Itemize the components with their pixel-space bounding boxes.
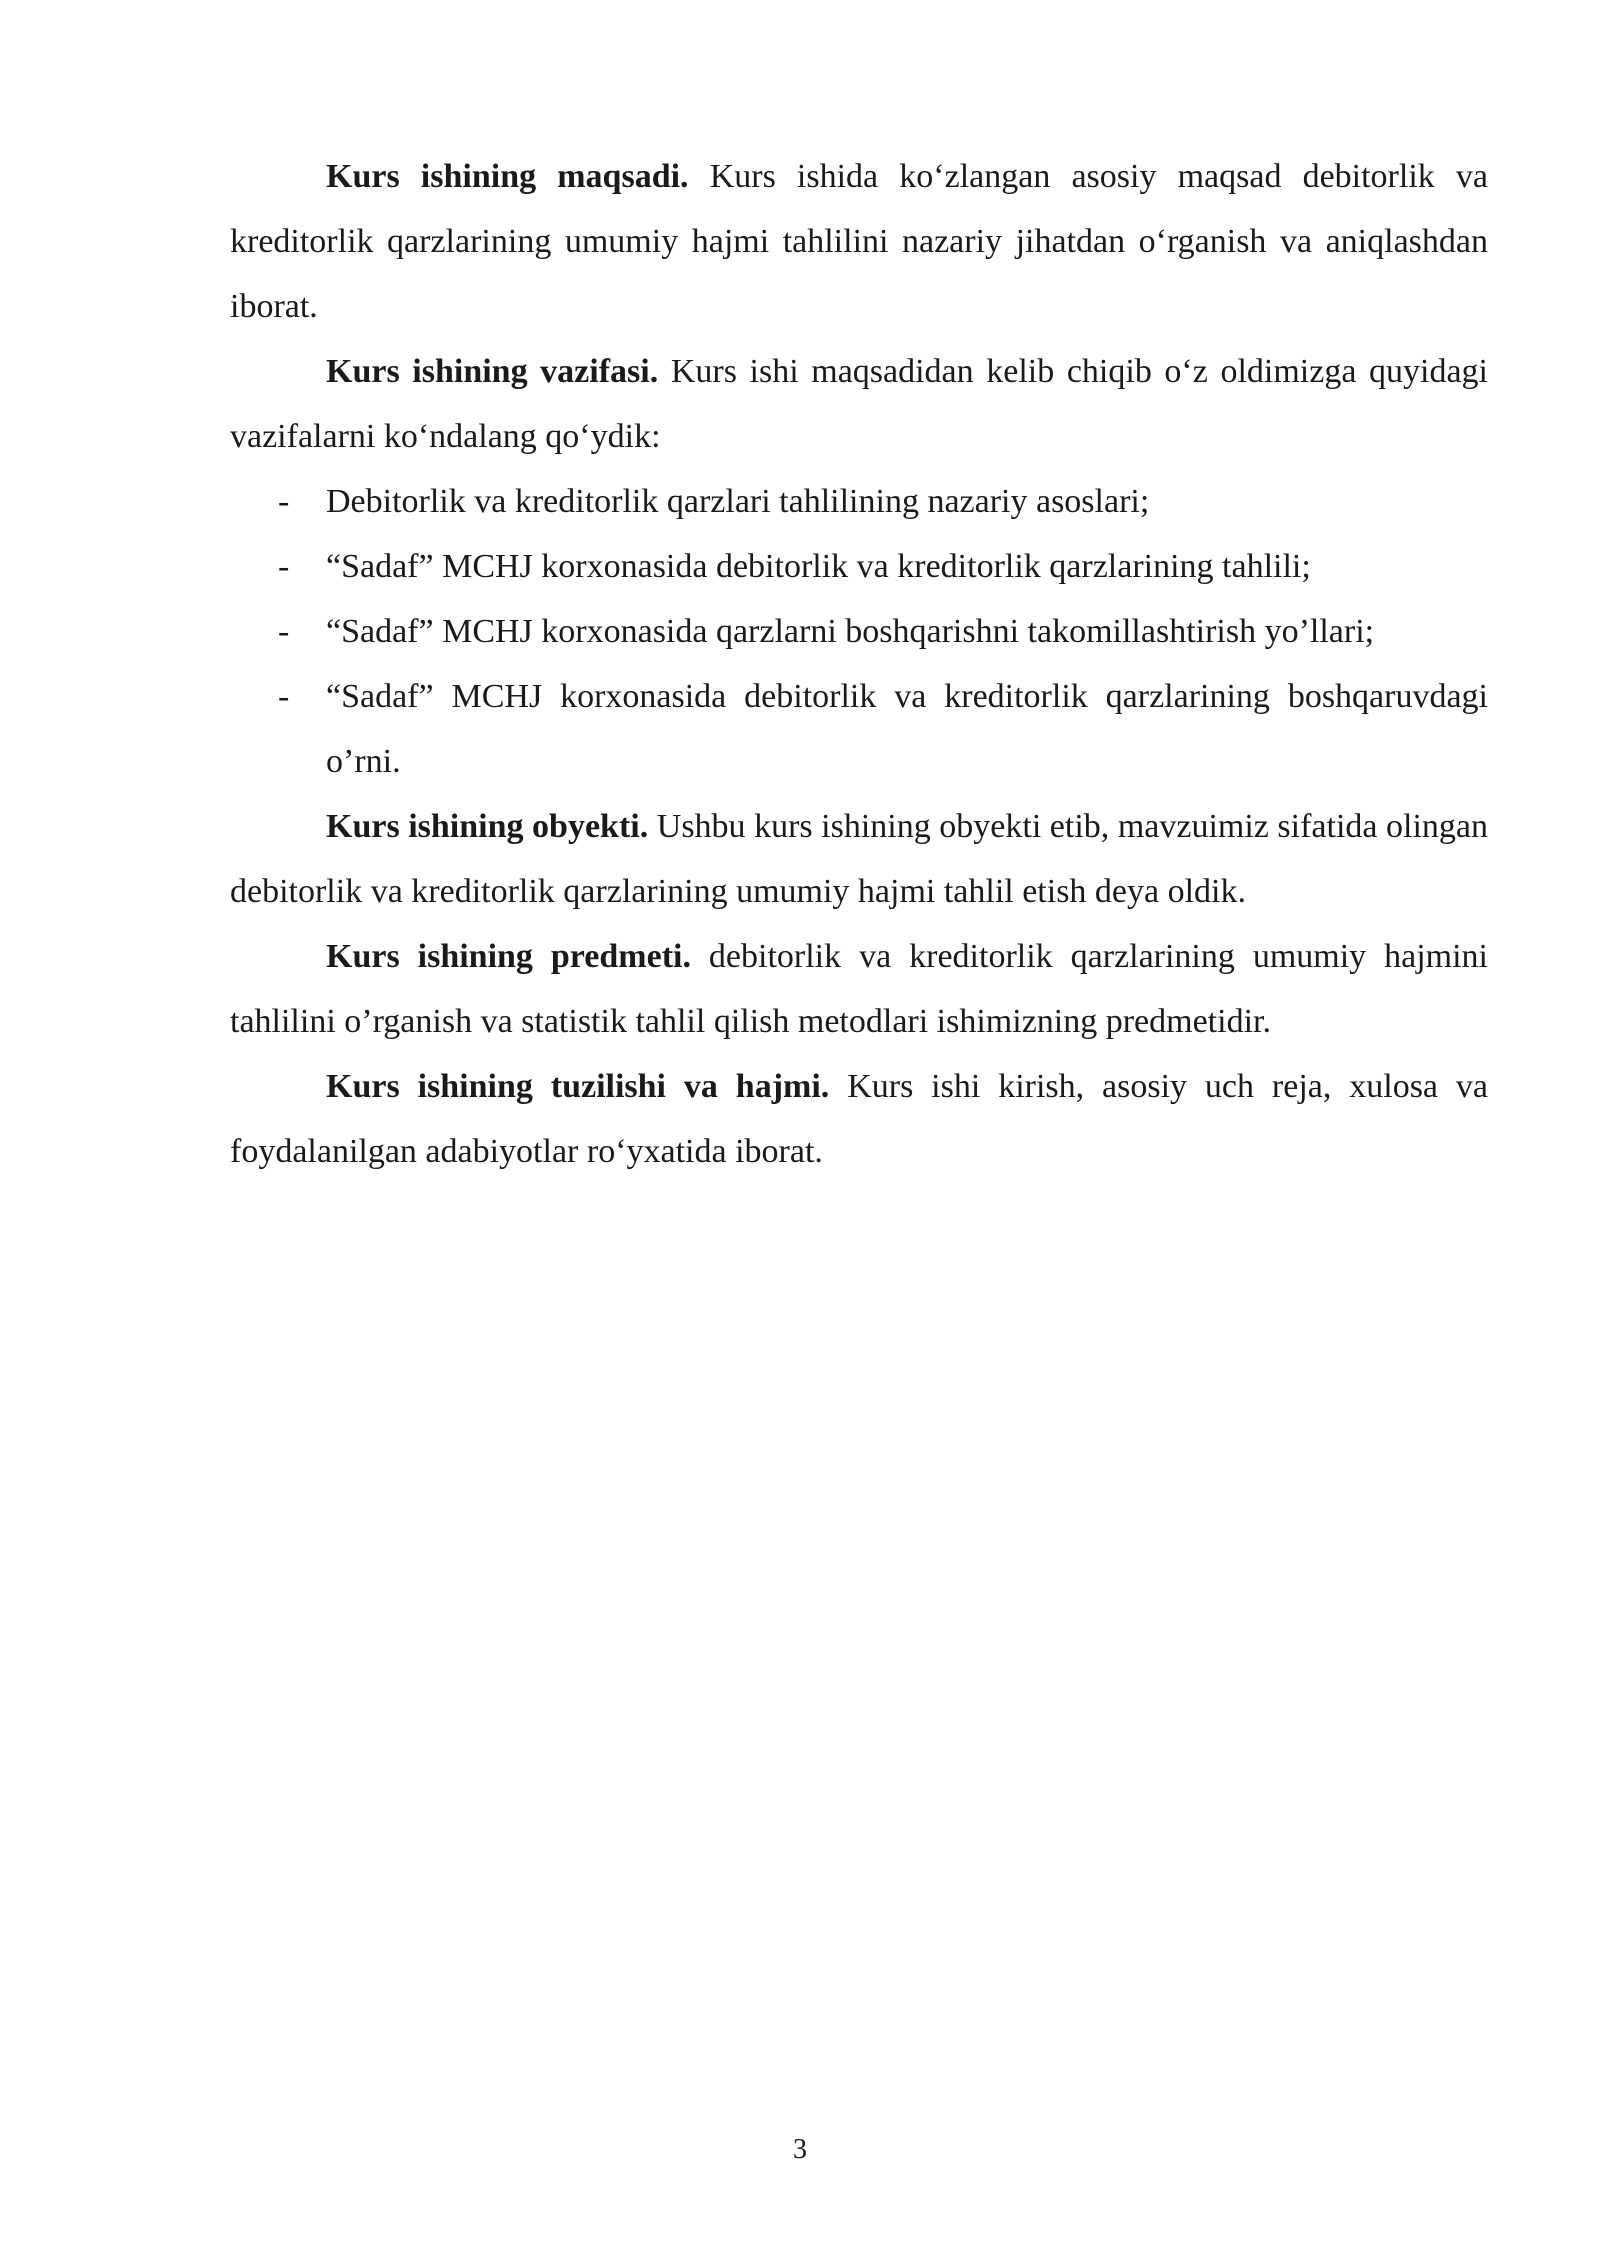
paragraph-obyekt — [230, 794, 1488, 924]
list-item — [230, 469, 1488, 534]
heading-vazifa: Kurs ishining vazifasi. — [326, 353, 659, 390]
heading-predmet: Kurs ishining predmeti. — [326, 938, 691, 975]
paragraph-maqsad — [230, 144, 1488, 339]
heading-maqsad: Kurs ishining maqsadi. — [326, 158, 689, 195]
list-item-text: Debitorlik va kreditorlik qarzlari tahlilining nazariy asoslari; — [326, 483, 1150, 520]
paragraph-vazifa — [230, 339, 1488, 469]
paragraph-tuzilish — [230, 1054, 1488, 1184]
text-obyekt: Ushbu kurs ishining obyekti etib, mavzuimiz sifatida olingan debitorlik va kreditorlik qarzlarining umumiy hajmi tahlil etish deya oldik. — [230, 808, 1489, 910]
heading-obyekt: Kurs ishining obyekti. — [326, 808, 649, 845]
list-item — [230, 664, 1488, 794]
heading-tuzilish: Kurs ishining tuzilishi va hajmi. — [326, 1068, 830, 1105]
text-tuzilish: Kurs ishi kirish, asosiy uch reja, xulosa va foydalanilgan adabiyotlar ro‘yxatida iborat. — [230, 1068, 1488, 1170]
text-predmet: debitorlik va kreditorlik qarzlarining umumiy hajmini tahlilini o’rganish va statistik tahlil qilish metodlari ishimizning predmetidir. — [230, 938, 1489, 1040]
list-item-text: “Sadaf” MCHJ korxonasida qarzlarni boshqarishni takomillashtirish yo’llari; — [326, 613, 1375, 650]
list-item — [230, 534, 1488, 599]
list-item-text: “Sadaf” MCHJ korxonasida debitorlik va kreditorlik qarzlarining boshqaruvdagi o’rni. — [326, 678, 1488, 780]
page-body — [230, 144, 1488, 1184]
list-item-text: “Sadaf” MCHJ korxonasida debitorlik va kreditorlik qarzlarining tahlili; — [326, 548, 1311, 585]
text-vazifa: Kurs ishi maqsadidan kelib chiqib o‘z oldimizga quyidagi vazifalarni ko‘ndalang qo‘ydik: — [230, 353, 1488, 455]
page-number: 3 — [793, 2134, 807, 2165]
task-list — [230, 469, 1488, 794]
paragraph-predmet — [230, 924, 1488, 1054]
list-item — [230, 599, 1488, 664]
text-maqsad: Kurs ishida ko‘zlangan asosiy maqsad debitorlik va kreditorlik qarzlarining umumiy hajmi tahlilini nazariy jihatdan o‘rganish va aniqlashdan iborat. — [230, 158, 1488, 325]
list-dash: - — [278, 678, 290, 715]
list-dash: - — [278, 483, 290, 520]
list-dash: - — [278, 613, 290, 650]
list-dash: - — [278, 548, 290, 585]
